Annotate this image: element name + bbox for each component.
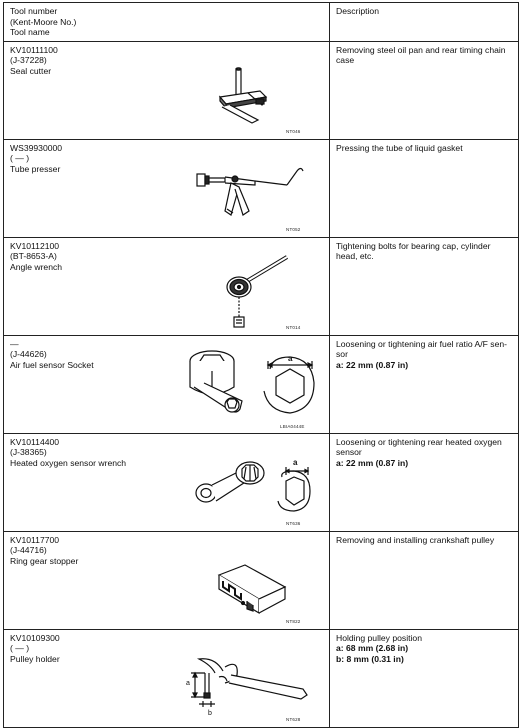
tool-cell <box>4 335 330 433</box>
header-tool-number: Tool number <box>10 6 58 16</box>
tool-cell <box>4 433 330 531</box>
dimension-spec: a: 22 mm (0.87 in) <box>336 359 409 370</box>
tool-name: Heated oxygen sensor wrench <box>10 457 127 468</box>
kent-moore-number: (J-44626) <box>10 349 47 360</box>
tool-cell <box>4 531 330 629</box>
figure-code: NT046 <box>286 128 301 134</box>
table-header-row <box>4 3 519 42</box>
description-cell <box>330 335 519 433</box>
description-line: Loosening or tightening rear heated oxygen <box>336 436 502 447</box>
dimension-spec-b: b: 8 mm (0.31 in) <box>336 653 404 664</box>
ring-gear-stopper-icon <box>215 559 290 617</box>
kent-moore-number: ( — ) <box>10 153 30 164</box>
tool-name: Ring gear stopper <box>10 555 79 566</box>
tool-name: Pulley holder <box>10 653 60 664</box>
description-line: sensor <box>336 447 362 458</box>
description-line: head, etc. <box>336 251 374 262</box>
header-kent-moore: (Kent-Moore No.) <box>10 16 77 27</box>
figure-code: NT052 <box>286 226 301 232</box>
tube-presser-icon <box>195 165 310 227</box>
description-cell <box>330 629 519 727</box>
table-row <box>4 139 519 237</box>
kent-moore-number: (J-44716) <box>10 545 47 556</box>
description-cell <box>330 139 519 237</box>
kent-moore-number: (J-37228) <box>10 55 47 66</box>
table-row <box>4 237 519 335</box>
tool-number: KV10114400 <box>10 436 60 447</box>
tool-name: Tube presser <box>10 163 61 174</box>
description-line: Loosening or tightening air fuel ratio A/F sen- <box>336 338 508 349</box>
description-cell <box>330 531 519 629</box>
description-line: Holding pulley position <box>336 632 422 643</box>
figure-code: NT014 <box>286 324 301 330</box>
header-description: Description <box>336 6 379 16</box>
angle-wrench-icon <box>215 249 295 331</box>
tool-cell <box>4 41 330 139</box>
description-line: Pressing the tube of liquid gasket <box>336 142 463 153</box>
tool-number: — <box>10 338 19 349</box>
figure-code: NT628 <box>286 716 301 722</box>
description-line: Removing and installing crankshaft pulley <box>336 534 495 545</box>
tool-cell <box>4 237 330 335</box>
tool-name: Air fuel sensor Socket <box>10 359 94 370</box>
tool-number: KV10117700 <box>10 534 60 545</box>
tool-number: KV10109300 <box>10 632 60 643</box>
dimension-spec-a: a: 68 mm (2.68 in) <box>336 643 409 654</box>
kent-moore-number: (BT-8653-A) <box>10 251 57 262</box>
description-cell <box>330 237 519 335</box>
kent-moore-number: ( — ) <box>10 643 30 654</box>
description-line: sor <box>336 349 348 360</box>
tool-number: WS39930000 <box>10 142 63 153</box>
dimension-label-b: b <box>208 709 212 717</box>
tool-name: Seal cutter <box>10 65 52 76</box>
air-fuel-sensor-socket-icon <box>182 343 322 427</box>
table-row <box>4 433 519 531</box>
table-row <box>4 531 519 629</box>
dimension-label-a: a <box>186 679 190 687</box>
seal-cutter-icon <box>210 67 300 127</box>
dimension-label: a <box>293 457 298 467</box>
tools-table <box>3 2 519 728</box>
description-line: Tightening bolts for bearing cap, cylinder <box>336 240 491 251</box>
tool-number: KV10111100 <box>10 44 58 55</box>
description-cell <box>330 41 519 139</box>
table-row <box>4 629 519 727</box>
description-line: Removing steel oil pan and rear timing chain <box>336 44 506 55</box>
header-tool-cell <box>4 3 330 42</box>
description-cell <box>330 433 519 531</box>
tool-name: Angle wrench <box>10 261 63 272</box>
pulley-holder-icon <box>185 653 315 719</box>
table-row <box>4 41 519 139</box>
description-line: case <box>336 55 355 66</box>
table-row <box>4 335 519 433</box>
dimension-spec: a: 22 mm (0.87 in) <box>336 457 409 468</box>
tool-cell <box>4 139 330 237</box>
tool-number: KV10112100 <box>10 240 60 251</box>
kent-moore-number: (J-38365) <box>10 447 47 458</box>
tool-cell <box>4 629 330 727</box>
figure-code: NT822 <box>286 618 301 624</box>
figure-code: LBIA0444E <box>280 423 305 429</box>
header-description-cell <box>330 3 519 42</box>
header-tool-name: Tool name <box>10 27 50 38</box>
dimension-label: a <box>288 353 293 363</box>
figure-code: NT636 <box>286 520 301 526</box>
